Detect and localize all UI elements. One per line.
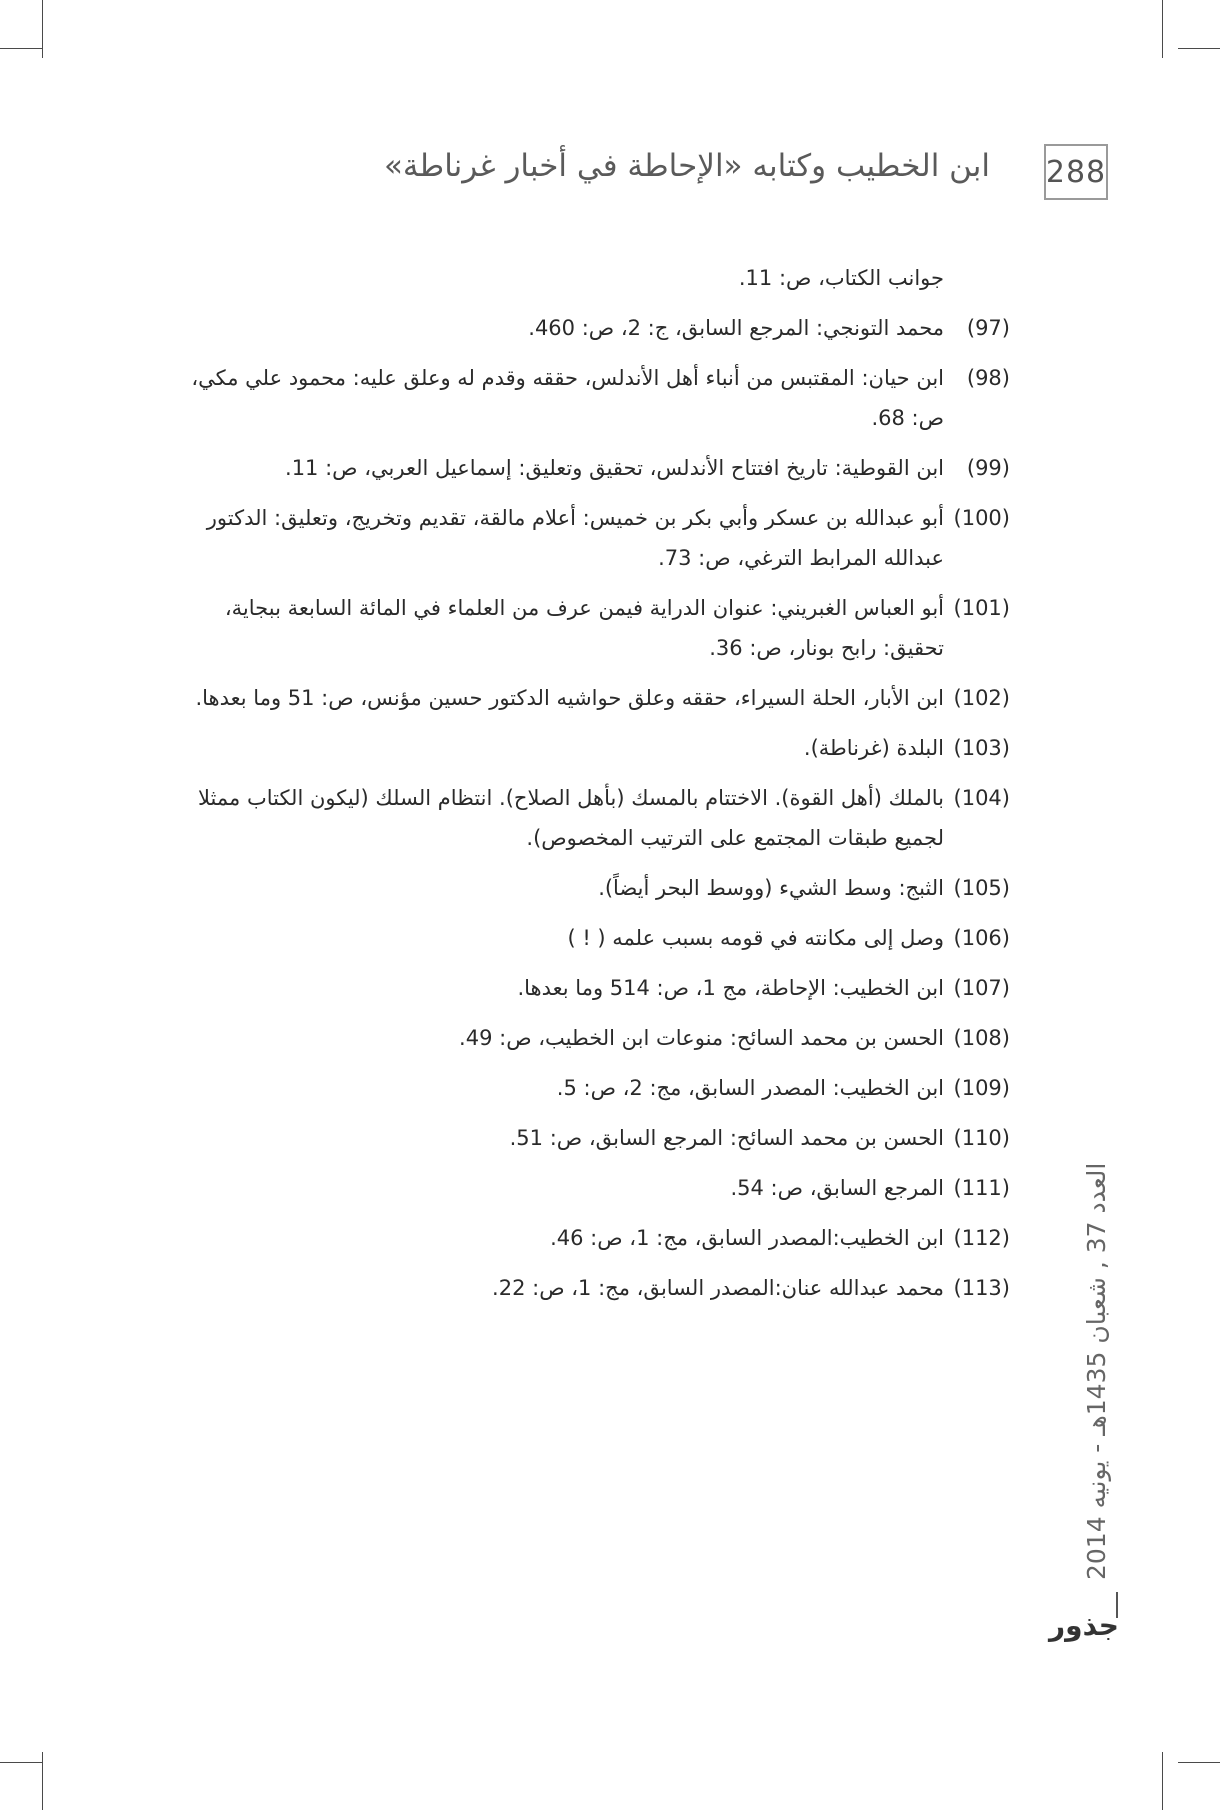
endnote-item [188,678,1010,718]
endnote-item [188,1068,1010,1108]
crop-mark [1178,1762,1220,1763]
crop-mark [1162,1752,1163,1810]
crop-mark [42,0,43,58]
endnote-text: ابن الخطيب: المصدر السابق، مج: 2، ص: 5. [556,1076,944,1100]
endnote-item [188,358,1010,438]
endnote-text: الحسن بن محمد السائح: منوعات ابن الخطيب، ص: 49. [459,1026,944,1050]
endnote-item [188,448,1010,488]
endnote-text: ابن حيان: المقتبس من أنباء أهل الأندلس، حققه وقدم له وعلق عليه: محمود علي مكي، ص: 68. [191,366,944,430]
endnote-number: (105) [953,876,1010,900]
endnote-item [188,258,1010,298]
endnote-item [188,868,1010,908]
endnote-number: (106) [953,926,1010,950]
endnote-number: (103) [953,736,1010,760]
endnote-number: (113) [953,1276,1010,1300]
page-number: 288 [1044,144,1108,200]
endnote-number: (99) [966,456,1010,480]
endnote-number: (112) [953,1226,1010,1250]
endnotes-list [188,258,1010,1318]
endnote-text: محمد التونجي: المرجع السابق، ج: 2، ص: 460. [528,316,944,340]
endnote-item [188,1118,1010,1158]
running-title: ابن الخطيب وكتابه «الإحاطة في أخبار غرناطة» [383,148,990,184]
crop-mark [0,48,42,49]
endnote-item [188,1218,1010,1258]
endnote-item [188,1018,1010,1058]
endnote-number: (108) [953,1026,1010,1050]
issue-info: العدد 37 , شعبان 1435هـ - يونيه 2014 [1082,1162,1111,1580]
endnote-text: أبو عبدالله بن عسكر وأبي بكر بن خميس: أعلام مالقة، تقديم وتخريج، وتعليق: الدكتور عبدالله المرابط الترغي، ص: 73. [206,506,944,570]
endnote-number: (109) [953,1076,1010,1100]
endnote-number: (98) [966,366,1010,390]
crop-mark [0,1762,42,1763]
endnote-text: ابن القوطية: تاريخ افتتاح الأندلس، تحقيق وتعليق: إسماعيل العربي، ص: 11. [285,456,944,480]
endnote-item [188,728,1010,768]
endnote-text: ابن الأبار، الحلة السيراء، حققه وعلق حواشيه الدكتور حسين مؤنس، ص: 51 وما بعدها. [195,686,944,710]
endnote-number: (111) [953,1176,1010,1200]
endnote-item [188,778,1010,858]
endnote-item [188,1168,1010,1208]
endnote-text: وصل إلى مكانته في قومه بسبب علمه ( ! ) [567,926,944,950]
endnote-text: محمد عبدالله عنان:المصدر السابق، مج: 1، ص: 22. [492,1276,944,1300]
endnote-number: (101) [953,596,1010,620]
endnote-text: البلدة (غرناطة). [803,736,944,760]
endnote-item [188,918,1010,958]
endnote-text: بالملك (أهل القوة). الاختتام بالمسك (بأهل الصلاح). انتظام السلك (ليكون الكتاب ممثلا لجميع طبقات المجتمع على الترتيب المخصوص). [198,786,944,850]
endnote-number: (110) [953,1126,1010,1150]
endnote-item [188,1268,1010,1308]
endnote-number: (104) [953,786,1010,810]
endnote-text: أبو العباس الغبريني: عنوان الدراية فيمن عرف من العلماء في المائة السابعة ببجاية، تحقيق: رابح بونار، ص: 36. [224,596,944,660]
endnote-item [188,498,1010,578]
endnote-number: (107) [953,976,1010,1000]
endnote-text: ابن الخطيب:المصدر السابق، مج: 1، ص: 46. [550,1226,944,1250]
crop-mark [1178,48,1220,49]
endnote-text: الحسن بن محمد السائح: المرجع السابق، ص: 51. [509,1126,944,1150]
endnote-item [188,308,1010,348]
endnote-number: (100) [953,506,1010,530]
endnote-text: المرجع السابق، ص: 54. [730,1176,944,1200]
crop-mark [42,1752,43,1810]
endnote-item [188,968,1010,1008]
endnote-text: الثبج: وسط الشيء (ووسط البحر أيضاً). [598,876,944,900]
crop-mark [1162,0,1163,58]
endnote-number: (97) [966,316,1010,340]
endnote-number: (102) [953,686,1010,710]
endnote-item [188,588,1010,668]
endnote-text: ابن الخطيب: الإحاطة، مج 1، ص: 514 وما بعدها. [517,976,944,1000]
endnote-text: جوانب الكتاب، ص: 11. [738,266,944,290]
journal-logo: جذور [1049,1609,1119,1642]
